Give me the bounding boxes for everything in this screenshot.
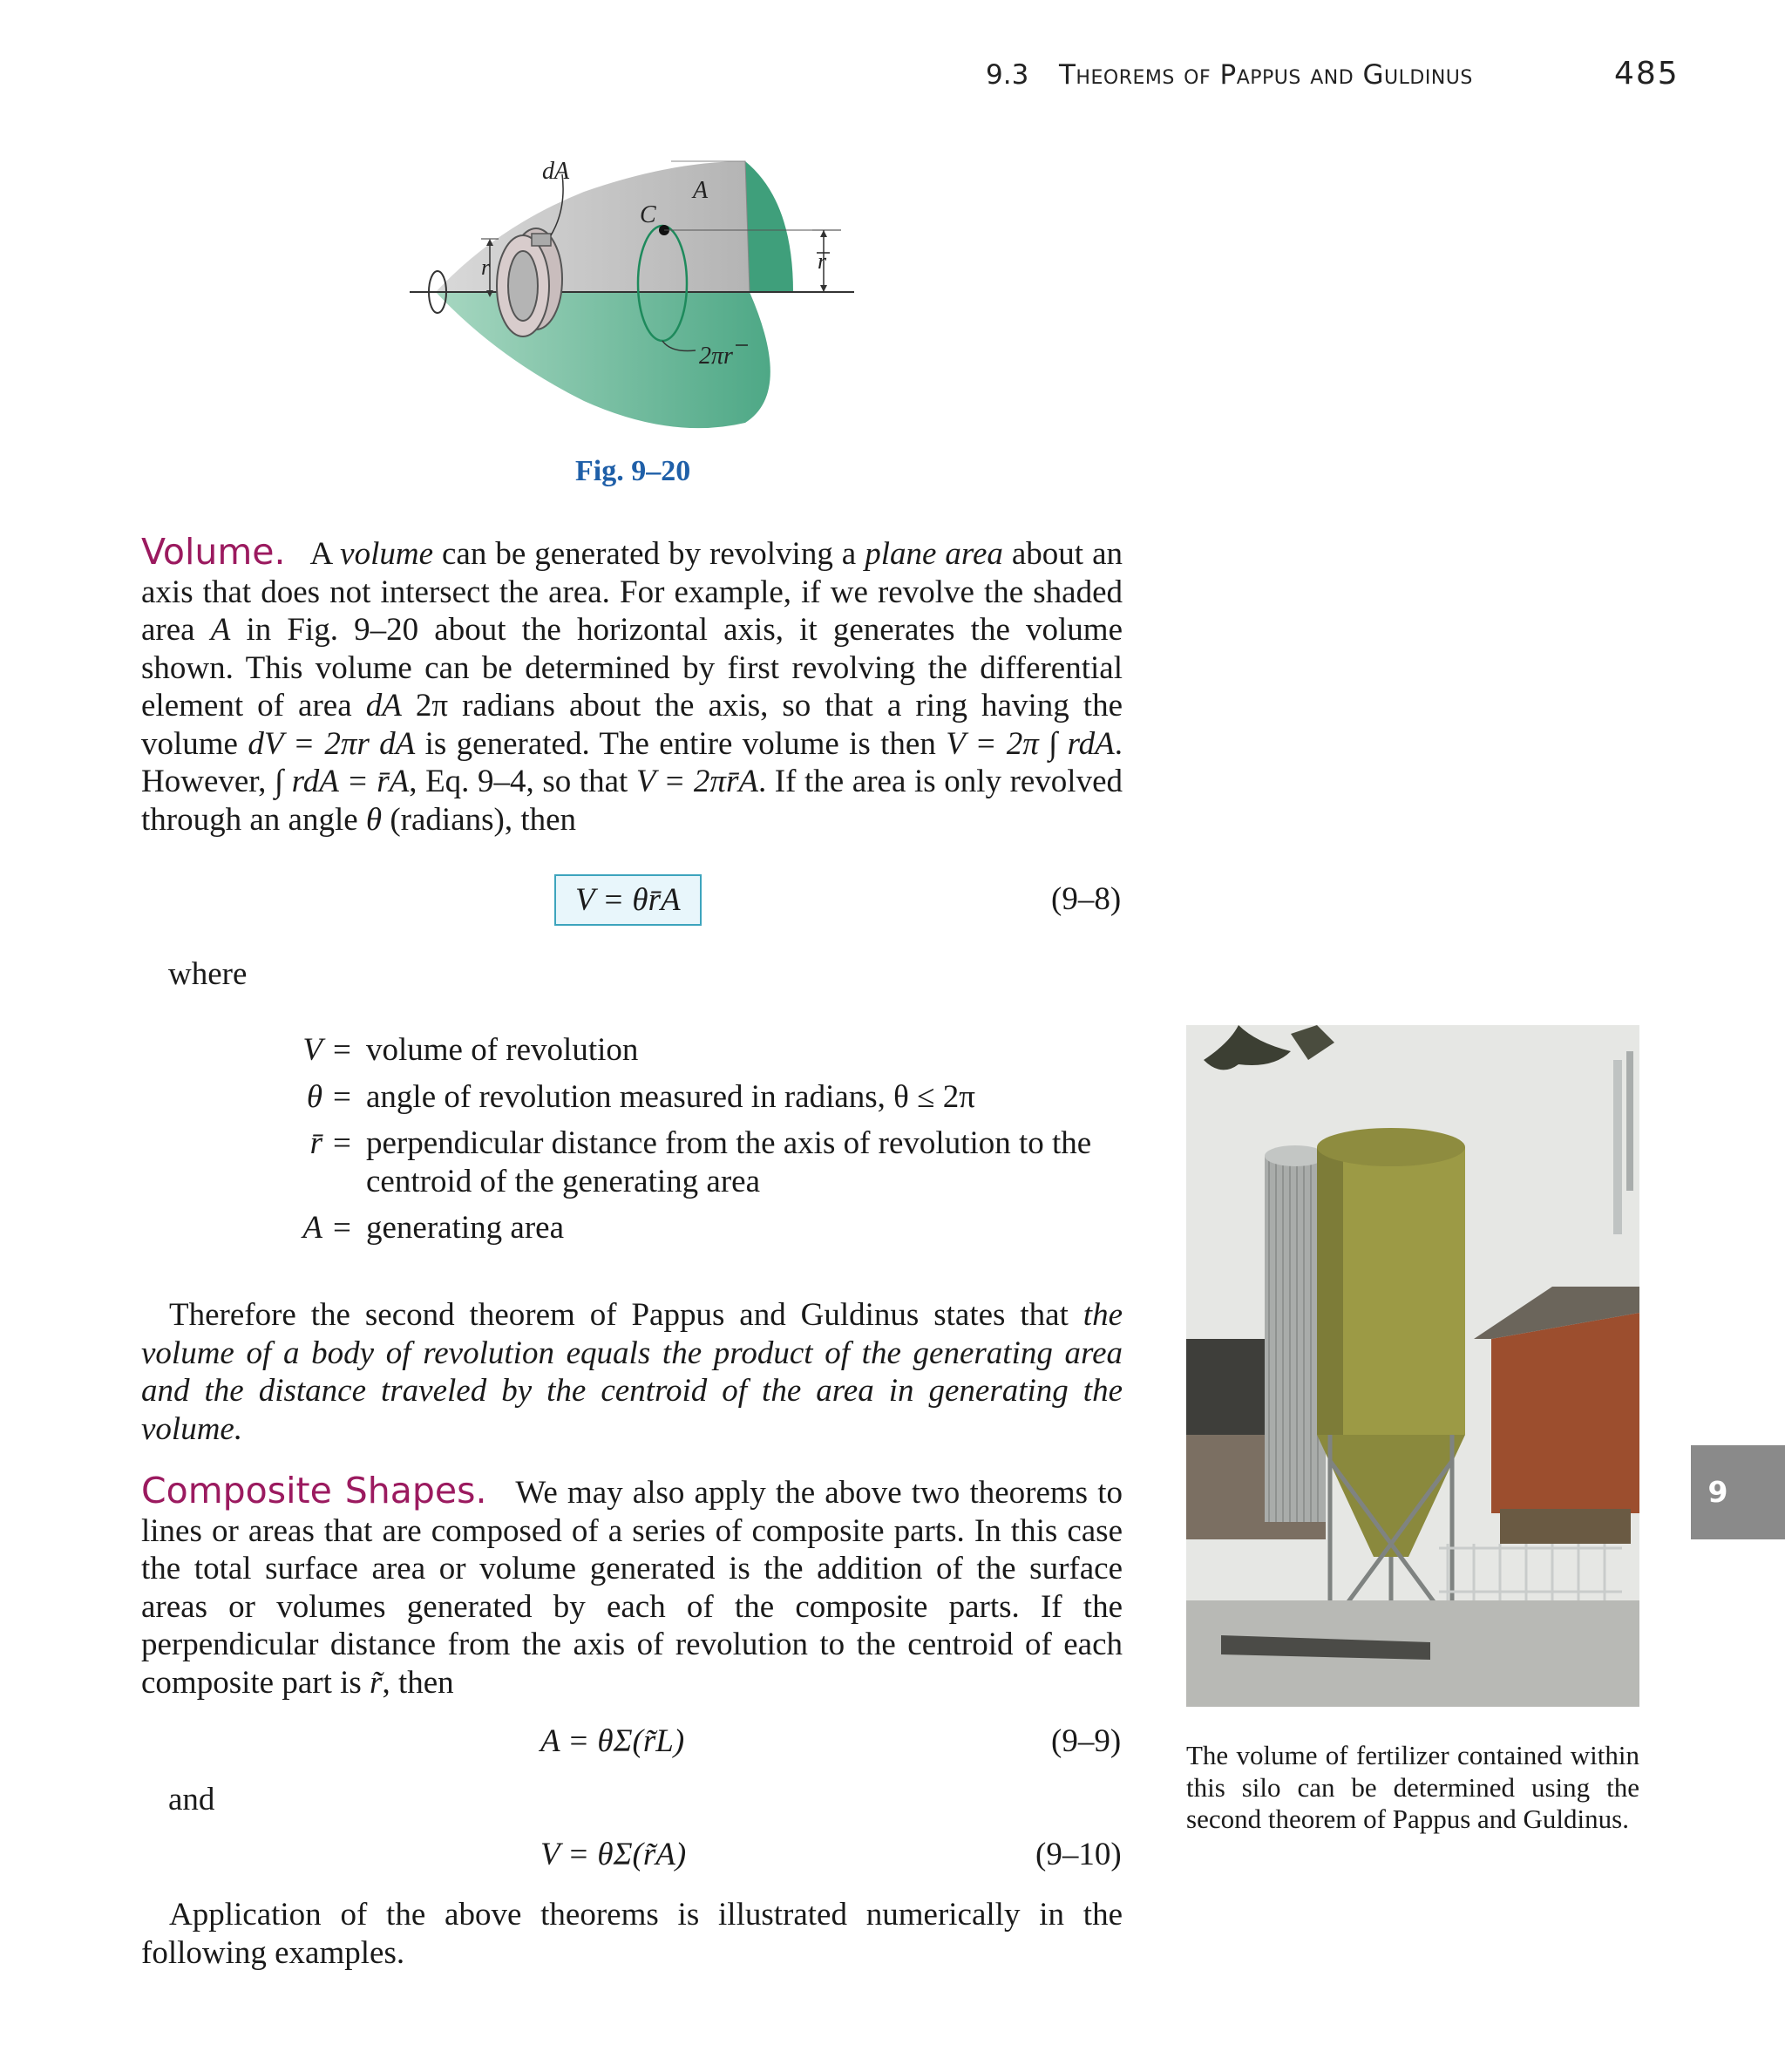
- chapter-tab: 9: [1691, 1445, 1785, 1539]
- figure-9-20: [383, 148, 872, 436]
- definition-symbol: A: [302, 1210, 322, 1246]
- definition-row: r̄ = perpendicular distance from the axis of revolution to the centroid of the generating area: [288, 1124, 1124, 1200]
- where-label: where: [168, 956, 248, 992]
- definition-symbol: θ: [306, 1078, 322, 1115]
- theorem-paragraph: Therefore the second theorem of Pappus and Guldinus states that the volume of a body of revolution equals the product of the generating area and the distance traveled by the centroid of the area in generating the volume.: [141, 1297, 1123, 1447]
- silo-illustration: [1186, 1025, 1639, 1707]
- and-label: and: [168, 1782, 215, 1817]
- page-number: 485: [1614, 56, 1680, 92]
- equation-9-9-number: (9–9): [1051, 1723, 1122, 1759]
- generating-area: [745, 161, 793, 292]
- definitions-list: [288, 1031, 1142, 1256]
- composite-heading: Composite Shapes.: [141, 1470, 487, 1512]
- definition-row: θ = angle of revolution measured in radians, θ ≤ 2π: [288, 1078, 1142, 1117]
- equation-9-10-number: (9–10): [1035, 1837, 1122, 1872]
- photo-caption: The volume of fertilizer contained within this silo can be determined using the second theorem of Pappus and Guldinus.: [1186, 1740, 1639, 1834]
- silo-photo: [1186, 1025, 1639, 1707]
- revolution-diagram: [383, 148, 872, 436]
- label-A: A: [693, 177, 709, 204]
- volume-heading: Volume.: [141, 531, 286, 573]
- equation-9-9: A = θΣ(r̃L): [540, 1723, 685, 1759]
- definition-text: perpendicular distance from the axis of revolution to the centroid of the generating area: [366, 1125, 1092, 1199]
- definition-row: A = generating area: [288, 1209, 1142, 1247]
- volume-paragraph: Volume. A volume can be generated by revolving a plane area about an axis that does not intersect the area. For example, if we revolve the shaded area A in Fig. 9–20 about the horizontal axis, it generates the volume shown. This volume can be determined by first revolving the differential element of area dA 2π radians about the axis, so that a ring having the volume dV = 2πr dA is generated. The entire volume is then V = 2π ∫ rdA. However, ∫ rdA = r̄A, Eq. 9–4, so that V = 2πr̄A. If the area is only revolved through an angle θ (radians), then: [141, 531, 1123, 838]
- definition-symbol: V: [302, 1032, 322, 1068]
- closing-paragraph: Application of the above theorems is illustrated numerically in the following examples.: [141, 1897, 1123, 1971]
- definition-text: generating area: [366, 1210, 564, 1246]
- definition-symbol: r̄: [309, 1125, 322, 1161]
- label-2pirbar: 2πr: [699, 343, 733, 370]
- equation-9-8: V = θr̄A: [554, 874, 702, 926]
- equation-9-8-number: (9–8): [1051, 881, 1122, 917]
- definition-row: V = volume of revolution: [288, 1031, 1142, 1070]
- definition-text: angle of revolution measured in radians, θ ≤ 2π: [366, 1078, 975, 1115]
- composite-paragraph: Composite Shapes. We may also apply the above two theorems to lines or areas that are composed of a series of composite parts. In this case the total surface area or volume generated is the addition of the surface areas or volumes generated by each of the composite parts. If the perpendicular distance from the axis of revolution to the centroid of each composite part is r̃, then: [141, 1470, 1123, 1701]
- section-title: Theorems of Pappus and Guldinus: [1059, 59, 1473, 91]
- label-rbar: r: [818, 248, 827, 274]
- label-r: r: [481, 255, 491, 280]
- figure-caption: Fig. 9–20: [575, 455, 691, 487]
- section-number: 9.3: [986, 59, 1029, 91]
- label-dA: dA: [542, 158, 570, 185]
- definition-text: volume of revolution: [366, 1032, 639, 1068]
- label-C: C: [640, 201, 656, 228]
- equation-9-10: V = θΣ(r̃A): [540, 1837, 687, 1872]
